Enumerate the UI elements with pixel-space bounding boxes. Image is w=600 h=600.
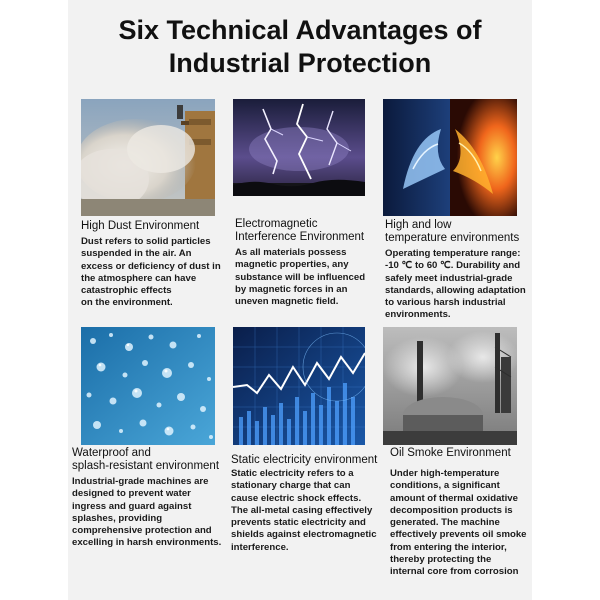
static-electricity-environment-description: Static electricity refers to a stationary charge that can cause electric shock effects. The all-metal casing effectively prevents static electricity and shields against electromagnetic interference. bbox=[231, 468, 377, 553]
dust-environment-title: High Dust Environment bbox=[81, 220, 200, 232]
static-electricity-environment-title: Static electricity environment bbox=[231, 454, 378, 466]
page-title-line-1: Six Technical Advantages of bbox=[118, 15, 482, 45]
water-droplets-photo bbox=[81, 327, 215, 445]
refinery-smoke-photo bbox=[383, 327, 517, 445]
stock-chart-photo bbox=[233, 327, 365, 445]
waterproof-environment-title: Waterproof and splash-resistant environment bbox=[72, 447, 220, 472]
lightning-storm-photo bbox=[233, 99, 365, 196]
waterproof-environment-description: Industrial-grade machines are designed to prevent water ingress and guard against splashes, providing comprehensive protection and excelling in harsh environments. bbox=[72, 476, 222, 549]
page-title bbox=[0, 14, 600, 80]
fire-and-ice-photo bbox=[383, 99, 517, 216]
page-title-line-2: Industrial Protection bbox=[168, 48, 432, 78]
temperature-environment-title: High and low temperature environments bbox=[385, 219, 520, 244]
electromagnetic-environment-description: As all materials possess magnetic properties, any substance will be influenced by magnetic forces in an uneven magnetic field. bbox=[235, 247, 366, 308]
electromagnetic-environment-title: Electromagnetic Interference Environment bbox=[235, 218, 365, 243]
oil-smoke-environment-description: Under high-temperature conditions, a significant amount of thermal oxidative decomposition products is generated. The machine effectively prevents oil smoke from entering the interior, thereby protecting the internal core from corrosion bbox=[390, 468, 527, 578]
dust-environment-photo bbox=[81, 99, 215, 216]
temperature-environment-description: Operating temperature range: -10 ℃ to 60 ℃. Durability and safely meet industrial-grade standards, allowing adaptation to various harsh industrial environments. bbox=[385, 248, 526, 321]
dust-environment-description: Dust refers to solid particles suspended in the air. An excess or deficiency of dust in the atmosphere can have catastrophic effects on the environment. bbox=[81, 236, 221, 309]
oil-smoke-environment-title: Oil Smoke Environment bbox=[390, 447, 511, 459]
